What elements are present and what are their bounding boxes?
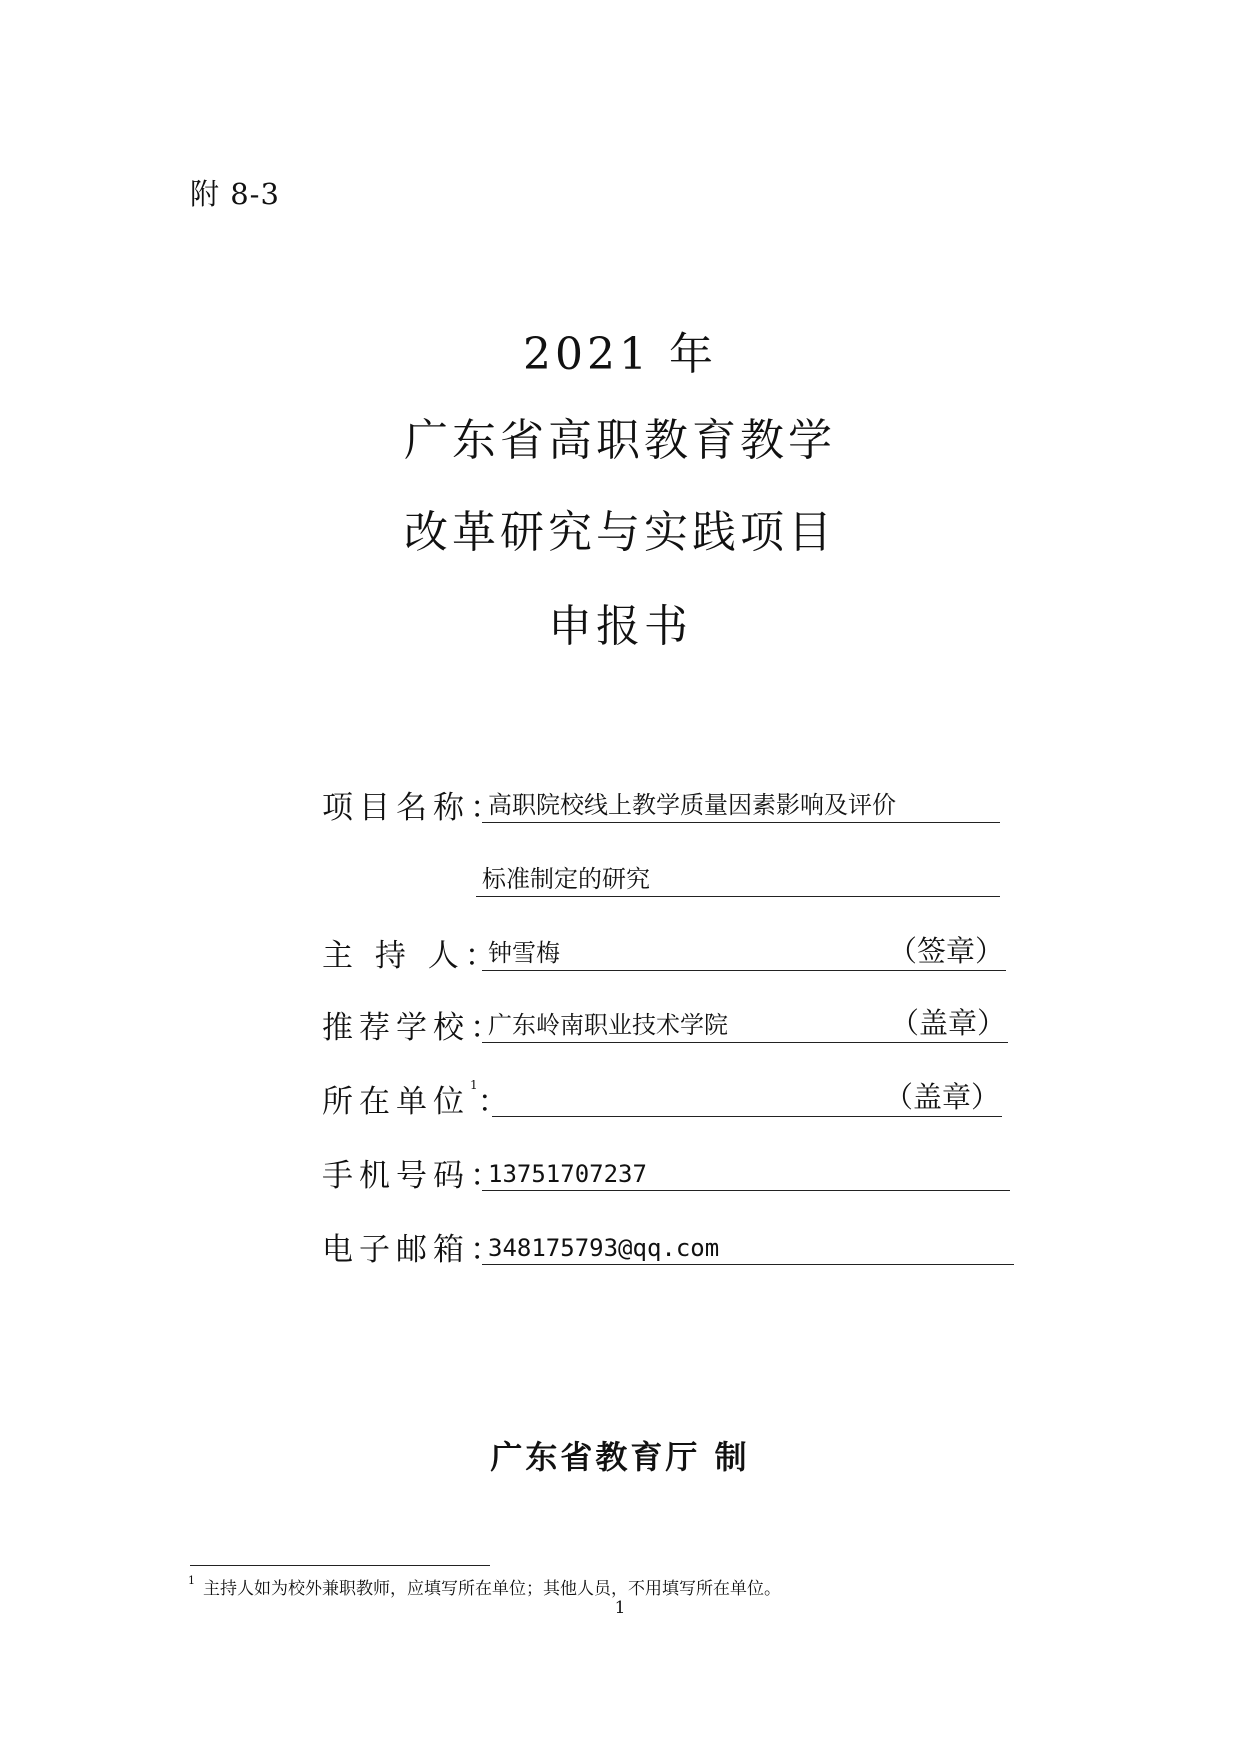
title-line-3: 申报书 (548, 601, 692, 652)
host-signature-note: （签章） (887, 934, 1004, 968)
host-value: 钟雪梅 (488, 939, 560, 967)
title-line-2: 改革研究与实践项目 (404, 507, 836, 558)
footnote (188, 1574, 781, 1599)
email-label: 电子邮箱： (322, 1232, 507, 1268)
phone-label: 手机号码： (322, 1158, 507, 1194)
project-name-label: 项目名称： (322, 790, 507, 826)
project-name-value-line2: 标准制定的研究 (482, 865, 650, 893)
project-name-value-line1: 高职院校线上教学质量因素影响及评价 (488, 791, 896, 819)
page-number: 1 (614, 1598, 626, 1618)
footnote-mark: 1 (188, 1574, 195, 1587)
unit-label-text: 所在单位 (322, 1084, 470, 1120)
school-value: 广东岭南职业技术学院 (488, 1011, 728, 1039)
unit-underline (492, 1076, 1002, 1117)
footnote-text: 主持人如为校外兼职教师，应填写所在单位；其他人员，不用填写所在单位。 (203, 1579, 781, 1599)
email-underline (482, 1224, 1014, 1265)
project-name-underline (482, 782, 1000, 823)
attachment-label: 附 8-3 (190, 177, 280, 211)
school-underline (482, 1002, 1008, 1043)
unit-label (322, 1076, 515, 1121)
host-underline (482, 930, 1006, 971)
school-label: 推荐学校： (322, 1010, 507, 1046)
unit-seal-note: （盖章） (883, 1080, 1000, 1114)
issuer: 广东省教育厅 制 (490, 1438, 750, 1476)
unit-label-colon: ： (477, 1084, 515, 1120)
footnote-separator (190, 1565, 490, 1566)
school-seal-note: （盖章） (889, 1006, 1006, 1040)
project-name-underline-2 (476, 856, 1000, 897)
host-label: 主 持 人： (322, 938, 502, 974)
title-year: 2021 年 (523, 329, 717, 380)
phone-value: 13751707237 (488, 1160, 647, 1188)
unit-footnote-ref: 1 (470, 1078, 478, 1092)
email-value: 348175793@qq.com (488, 1234, 720, 1262)
title-line-1: 广东省高职教育教学 (404, 415, 836, 466)
phone-underline (482, 1150, 1010, 1191)
